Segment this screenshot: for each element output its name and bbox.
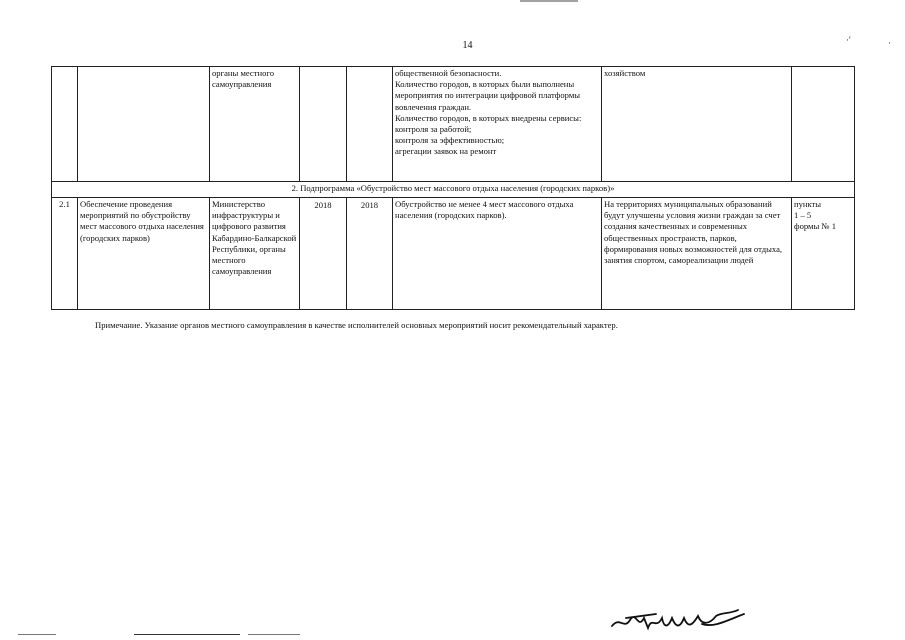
cell-start-year — [300, 67, 347, 182]
scan-edge-line — [18, 634, 56, 635]
cell-executors: Министерство инфраструктуры и цифрового развития Кабардино-Балкарской Республики, органы местного самоуправления — [210, 198, 300, 310]
continuation-row — [52, 67, 855, 182]
cell-activity-name — [78, 67, 210, 182]
cell-effects: На территориях муниципальных образований будут улучшены условия жизни граждан за счет создания качественных и современных общественных пространств, парков, формирования новых возможностей для отдыха, занятия спортом, самореализации людей — [602, 198, 792, 310]
cell-number — [52, 67, 78, 182]
activity-row — [52, 198, 855, 310]
scan-edge-line — [248, 634, 300, 635]
cell-expected-result: Обустройство не менее 4 мест массового отдыха населения (городских парков). — [393, 198, 602, 310]
handwritten-signature — [606, 604, 766, 636]
scan-edge-line — [134, 634, 240, 635]
page-number: 14 — [462, 40, 473, 51]
scan-speck: · — [888, 38, 891, 48]
cell-links — [792, 67, 855, 182]
cell-start-year: 2018 — [300, 198, 347, 310]
footnote: Примечание. Указание органов местного самоуправления в качестве исполнителей основных мероприятий носит рекомендательный характер. — [95, 320, 618, 330]
cell-end-year — [347, 67, 393, 182]
cell-number: 2.1 — [52, 198, 78, 310]
cell-effects: хозяйством — [602, 67, 792, 182]
cell-links: пункты 1 – 5 формы № 1 — [792, 198, 855, 310]
activities-table — [51, 66, 855, 310]
subprogram-row — [52, 182, 855, 198]
subprogram-title: 2. Подпрограмма «Обустройство мест массового отдыха населения (городских парков)» — [52, 182, 855, 198]
cell-activity-name: Обеспечение проведения мероприятий по обустройству мест массового отдыха населения (городских парков) — [78, 198, 210, 310]
cell-executors: органы местного самоуправления — [210, 67, 300, 182]
top-edge-mark — [520, 0, 578, 2]
scan-speck: ·' — [846, 35, 851, 45]
cell-end-year: 2018 — [347, 198, 393, 310]
cell-expected-result: общественной безопасности. Количество городов, в которых были выполнены мероприятия по интеграции цифровой платформы вовлечения граждан. Количество городов, в которых внедрены сервисы: контроля за работой; контроля за эффективностью; агрегации заявок на ремонт — [393, 67, 602, 182]
